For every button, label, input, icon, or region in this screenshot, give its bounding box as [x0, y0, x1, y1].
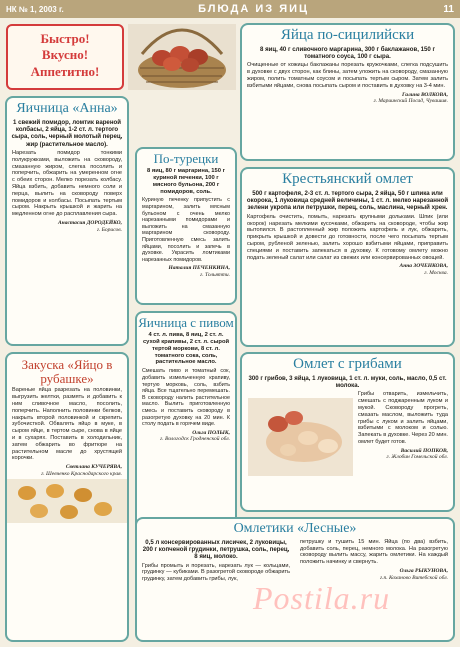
recipe-text: Смешать пиво и томатный сок, добавить измельченную крапиву, тертую морковь, соль, взбить яйца. Все тщательно перемешать. В сковороду налить растительное масло. Вылить приготовленную смесь и поставить сковороду в разогретую духовку на 20 мин. К столу подать в горячем виде.: [142, 368, 230, 428]
recipe-ingredients: 4 ст. л. пива, 8 яиц, 2 ст. л. сухой крапивы, 2 ст. л. сырой тертой моркови, 8 ст. л. томатного сока, соль, растительное масло.: [142, 331, 230, 366]
recipe-title: Яичница «Анна»: [16, 101, 118, 116]
recipe-ingredients: 8 яиц, 80 г маргарина, 150 г куриной печенки, 100 г мясного бульона, 200 г помидоров, соль.: [146, 167, 225, 195]
slogan-line: Вкусно!: [41, 47, 89, 63]
recipe-author: Василий ПОПКОВ, г. Жлобин Гомельской обл.: [386, 447, 448, 461]
recipe-text: Вареные яйца разрезать на половинки, выгрузить желтки, размять и добавить к ним сливочное масло, посолить, поперчить. Наполнить половинки белков, накрыть второй половинкой и скрепить зубочисткой. Обвалять яйцо в муке, в сыром яйце, в тертом сыре, снова в яйце и в сухарях. Поставить в холодильник, затем обжарить во фритюре на растительном масле до хрустящей корочки.: [12, 387, 122, 462]
forest-columns: [140, 537, 450, 585]
recipe-title: Яичница с пивом: [138, 315, 234, 330]
recipe-title: По-турецки: [153, 151, 219, 166]
recipe-sicily: [240, 23, 455, 161]
recipe-title: Закуска «Яйцо в рубашке»: [21, 357, 113, 386]
recipe-author: Наталия ПЕЧЕНКИНА, г. Тольятти.: [168, 265, 230, 278]
recipe-title: Омлет с грибами: [293, 356, 402, 372]
section-title: БЛЮДА ИЗ ЯИЦ: [198, 3, 310, 15]
fried-eggs-photo: [7, 479, 127, 523]
recipe-text-continued: петрушку и тушить 15 мин. Яйца (по два) взбить, добавить соль, перец, немного молока. На разогретую сковороду вылить массу, жарить омлетики. На каждый положить начинку и свернуть.: [300, 538, 448, 566]
recipe-peasant: [240, 167, 455, 347]
issue-number: НК № 1, 2003 г.: [6, 4, 64, 14]
recipe-author: Галина ВОЛКОВА, г. Мариинский Посад, Чувашия.: [373, 91, 448, 105]
slogan-line: Аппетитно!: [30, 63, 100, 79]
recipe-author: Ольга РЫКУНОВА, г.п. Коханово Витебской обл.: [380, 567, 448, 581]
recipe-text: Куриную печенку припустить с маргарином, залить мясным бульоном с очень мелко нарезанными помидорами и выложить на смазанную маргарином сковороду. Приготовленную смесь залить яйцами, посолить и запечь в духовке. Украсить ломтиками нарезанных помидоров.: [142, 197, 230, 263]
recipe-author: Ольга ПОЛЫК, г. Вологодск Гродненской обл.: [160, 429, 230, 443]
forest-column-left: [140, 537, 292, 585]
page-number: 11: [443, 3, 454, 15]
recipe-title: Омлетики «Лесные»: [233, 521, 357, 536]
recipe-text: Грибы отварить, измельчить, смешать с поджаренным луком и мукой. Сковороду прогреть, смазать маслом, выложить туда грибы с луком и залить яйцами, взбитыми с молоком и солью. Запекать в духовке. Через 20 мин. омлет будет готов.: [358, 391, 448, 446]
omelette-photo: [248, 398, 353, 476]
recipe-ingredients: 500 г картофеля, 2-3 ст. л. тертого сыра, 2 яйца, 50 г шпика или окорока, 1 луковица средней величины, 1 ст. л. мелко нарезанной зелени укропа или петрушки, перец, соль, маслина, черный хрен.: [246, 189, 449, 212]
recipe-ingredients: 300 г грибов, 3 яйца, 1 луковица, 1 ст. л. муки, соль, масло, 0,5 ст. молока.: [248, 374, 447, 390]
slogan-line: Быстро!: [40, 31, 90, 46]
recipe-ingredients: 8 яиц, 40 г сливочного маргарина, 300 г баклажанов, 150 г томатного соуса, 100 г сыра.: [259, 45, 435, 61]
recipe-mushroom: [240, 352, 455, 512]
recipe-ingredients: 1 свежий помидор, ломтик вареной колбасы, 2 яйца, 1-2 ст. л. тертого сыра, соль, черный молотый перец, жир (растительное масло).: [11, 118, 123, 148]
slogan-box: [6, 24, 124, 90]
recipe-author: Светлана КУЧЕРЯВА, г. Шевченко Краснодарского края.: [41, 464, 122, 477]
recipe-ingredients: 0,5 л консервированных лисичек, 2 луковицы, 200 г копченой грудинки, петрушка, соль, перец, 8 яиц, молоко.: [142, 538, 290, 561]
recipe-text: Картофель очистить, помыть, нарезать крупными дольками. Шпик (или окорок) нарезать мелкими кусочками, обжарить на сковороде, чтобы жир вытопился. В растопленный жир положить картофель и лук, обжарить, прикрыть крышкой и довести до готовности, после чего посыпать тертым сыром, рубленой зеленью, залить хорошо взбитыми яйцами, приправить специями и поставить запекаться в духовку. К готовому омлету можно подать зеленый салат или салат из свежих или консервированных овощей.: [247, 213, 448, 261]
egg-basket-photo: [128, 24, 236, 90]
recipe-text: Нарезать помидор тонкими полукружками, выложить на сковороду, смазанную жиром, слегка посолить и поперчить, обжарить на умеренном огне с обеих сторон. Мелко порезать колбасу. Яйца взбить, добавить немного соли и перца, вылить на сковороду поверх помидоров и колбасы. Посыпать тертым сыром. Накрыть крышкой и жарить на медленном огне до расплавления сыра.: [12, 149, 122, 218]
recipe-text: Грибы промыть и порезать, нарезать лук — кольцами, грудинку — кубиками. В разогретой сковороде обжарить грудинку, затем добавить грибы, лук,: [142, 562, 290, 583]
recipe-title: Крестьянский омлет: [282, 171, 413, 187]
recipe-shirt: [5, 352, 129, 642]
recipe-turkish: [135, 147, 237, 305]
recipe-author: Анастасия ДОРОДЕЙКО, г. Борисов.: [57, 220, 122, 233]
recipe-anna: [5, 96, 129, 346]
forest-column-right: [298, 537, 450, 585]
recipe-beer: [135, 311, 237, 539]
recipe-author: Анна ЗОЧЕНКОВА, г. Москва.: [399, 263, 448, 276]
recipe-text: Очищенные от кожицы баклажаны порезать кружочками, слегка подсушить в духовке с двух сторон, как блины, затем уложить на сковороду, смазанную жиром, полить томатным соусом и посыпать тертым сыром. Затем залить взбитыми яйцами, снова посыпать сыром и поставить в духовку на 3-4 мин.: [247, 62, 448, 89]
watermark: Postila.ru: [253, 580, 391, 616]
recipe-title: Яйца по-сицилийски: [280, 27, 415, 43]
page-header: [0, 0, 460, 18]
